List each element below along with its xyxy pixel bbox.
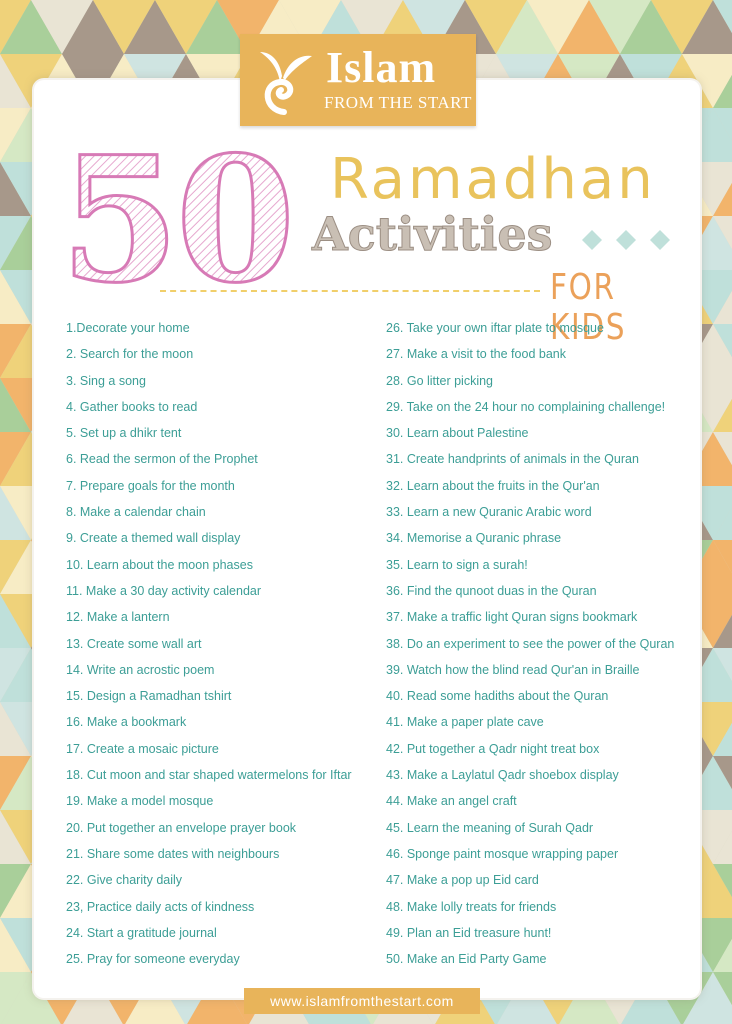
activity-item: 36. Find the qunoot duas in the Quran <box>386 583 597 598</box>
activity-item: 45. Learn the meaning of Surah Qadr <box>386 820 594 835</box>
activity-item: 24. Start a gratitude journal <box>66 925 217 940</box>
activity-item: 12. Make a lantern <box>66 610 170 625</box>
brand-logo[interactable] <box>240 34 476 126</box>
activity-item: 13. Create some wall art <box>66 636 202 651</box>
activities-list-right <box>386 318 674 975</box>
activity-item: 34. Memorise a Quranic phrase <box>386 531 562 546</box>
activity-item: 17. Create a mosaic picture <box>66 741 219 756</box>
activity-item: 22. Give charity daily <box>66 873 183 888</box>
title-activities: Activities <box>312 207 553 261</box>
brand-name: Islam <box>326 43 437 92</box>
activity-item: 5. Set up a dhikr tent <box>66 426 182 441</box>
activity-item: 10. Learn about the moon phases <box>66 557 253 572</box>
activity-item: 23, Practice daily acts of kindness <box>66 899 255 914</box>
activity-item: 18. Cut moon and star shaped watermelons for Iftar <box>66 768 352 783</box>
title-for-kids: FOR KIDS <box>550 267 627 348</box>
activity-item: 11. Make a 30 day activity calendar <box>66 583 262 598</box>
activity-item: 26. Take your own iftar plate to mosque <box>386 321 604 335</box>
activity-item: 46. Sponge paint mosque wrapping paper <box>386 846 619 861</box>
activity-item: 27. Make a visit to the food bank <box>386 347 566 362</box>
diamond-ornaments <box>580 228 680 252</box>
activity-item: 50. Make an Eid Party Game <box>386 952 547 967</box>
activity-item: 32. Learn about the fruits in the Qur'an <box>386 478 600 493</box>
activity-item: 15. Design a Ramadhan tshirt <box>66 689 232 704</box>
activity-item: 35. Learn to sign a surah! <box>386 557 528 572</box>
activity-item: 20. Put together an envelope prayer book <box>66 820 297 835</box>
activity-item: 42. Put together a Qadr night treat box <box>386 741 600 756</box>
sprout-icon <box>250 42 320 118</box>
brand-tagline: FROM THE START <box>324 93 472 112</box>
activity-item: 44. Make an angel craft <box>386 794 517 809</box>
activity-item: 41. Make a paper plate cave <box>386 715 544 730</box>
website-link[interactable]: www.islamfromthestart.com <box>244 988 480 1014</box>
activity-item: 33. Learn a new Quranic Arabic word <box>386 505 592 520</box>
dashed-divider <box>160 290 540 292</box>
activity-item: 30. Learn about Palestine <box>386 426 529 441</box>
activity-item: 31. Create handprints of animals in the Quran <box>386 452 639 467</box>
activity-item: 9. Create a themed wall display <box>66 531 241 546</box>
activity-item: 48. Make lolly treats for friends <box>386 899 557 914</box>
activity-item: 43. Make a Laylatul Qadr shoebox display <box>386 768 619 783</box>
activity-item: 7. Prepare goals for the month <box>66 478 235 493</box>
activity-item: 47. Make a pop up Eid card <box>386 873 539 888</box>
activity-item: 6. Read the sermon of the Prophet <box>66 452 258 467</box>
activities-list-left <box>66 318 352 975</box>
activity-item: 38. Do an experiment to see the power of the Quran <box>386 636 675 651</box>
activity-item: 21. Share some dates with neighbours <box>66 846 280 861</box>
activity-item: 25. Pray for someone everyday <box>66 952 240 967</box>
activity-item: 8. Make a calendar chain <box>66 505 206 520</box>
activity-item: 40. Read some hadiths about the Quran <box>386 689 609 704</box>
activity-item: 16. Make a bookmark <box>66 715 187 730</box>
activity-item: 14. Write an acrostic poem <box>66 662 215 677</box>
activity-item: 1.Decorate your home <box>66 321 190 335</box>
activity-item: 2. Search for the moon <box>66 347 194 362</box>
activity-item: 3. Sing a song <box>66 373 146 388</box>
activity-item: 28. Go litter picking <box>386 373 493 388</box>
activity-item: 29. Take on the 24 hour no complaining challenge! <box>386 399 666 414</box>
activity-item: 37. Make a traffic light Quran signs bookmark <box>386 610 638 625</box>
number-text: 50 <box>60 130 292 300</box>
activity-item: 49. Plan an Eid treasure hunt! <box>386 925 552 940</box>
activity-item: 39. Watch how the blind read Qur'an in Braille <box>386 662 640 677</box>
title-ramadhan: Ramadhan <box>330 147 656 212</box>
activity-item: 4. Gather books to read <box>66 399 198 414</box>
activity-item: 19. Make a model mosque <box>66 794 214 809</box>
big-number-50 <box>60 130 310 300</box>
